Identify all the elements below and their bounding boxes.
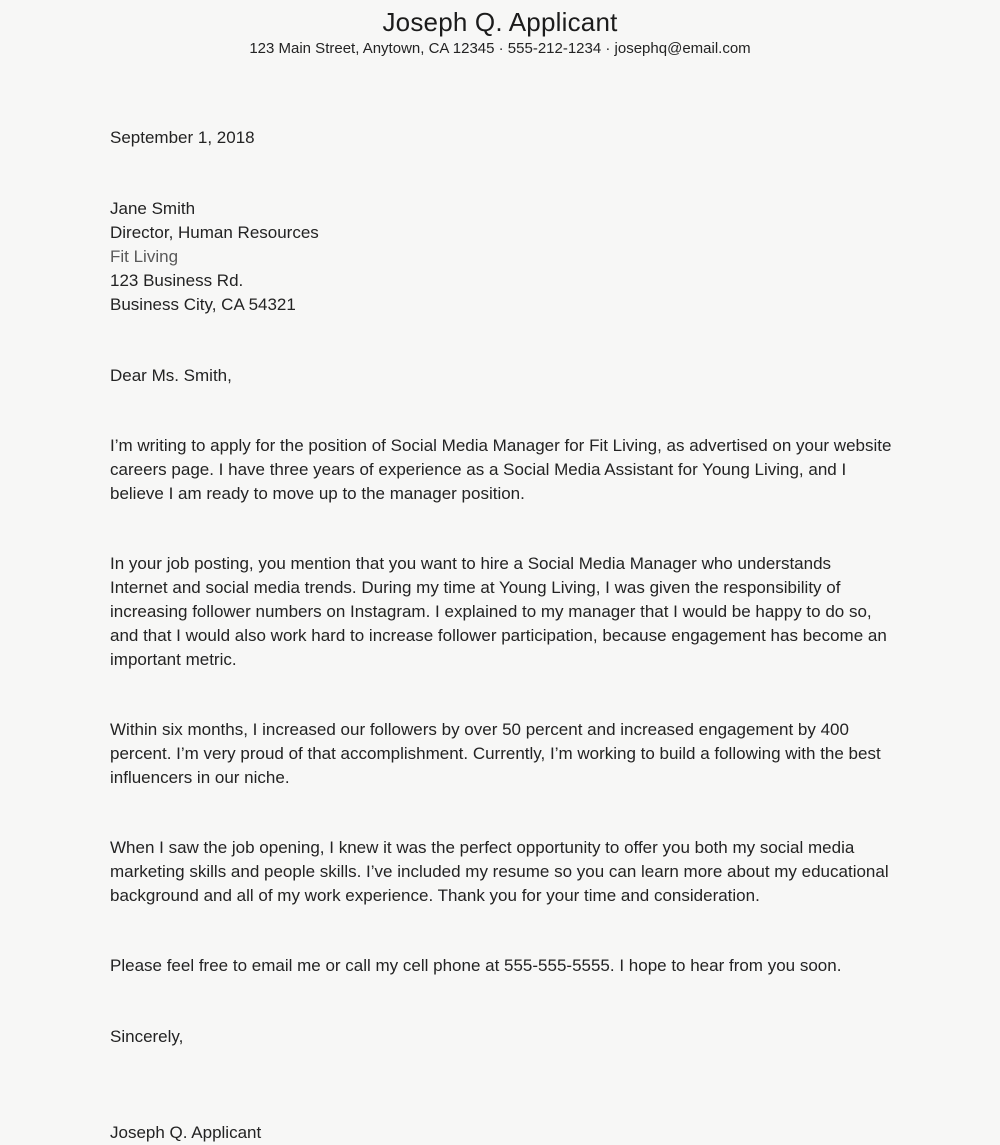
letter-date: September 1, 2018 xyxy=(110,128,255,147)
applicant-contact-line: 123 Main Street, Anytown, CA 12345 · 555-212-1234 · josephq@email.com xyxy=(249,40,751,57)
body-paragraph-3: Within six months, I increased our followers by over 50 percent and increased engagement by 400 percent. I’m very proud of that accomplishment. Currently, I’m working to build a following with the best influencers in our niche. xyxy=(110,720,881,787)
salutation: Dear Ms. Smith, xyxy=(110,366,232,385)
recipient-address-line2: Business City, CA 54321 xyxy=(110,295,296,314)
body-paragraph-5: Please feel free to email me or call my cell phone at 555-555-5555. I hope to hear from you soon. xyxy=(110,956,842,975)
recipient-company: Fit Living xyxy=(110,247,179,266)
recipient-title: Director, Human Resources xyxy=(110,223,319,242)
closing: Sincerely, xyxy=(110,1027,184,1046)
body-paragraph-4: When I saw the job opening, I knew it was the perfect opportunity to offer you both my social media marketing skills and people skills. I’ve included my resume so you can learn more about my educational background and all of my work experience. Thank you for your time and consideration. xyxy=(110,838,889,905)
letter-header xyxy=(0,0,1000,60)
letter-body xyxy=(110,126,892,1145)
applicant-name-heading: Joseph Q. Applicant xyxy=(382,7,618,37)
signature-name: Joseph Q. Applicant xyxy=(110,1123,262,1142)
recipient-name: Jane Smith xyxy=(110,199,196,218)
body-paragraph-2: In your job posting, you mention that you want to hire a Social Media Manager who understands Internet and social media trends. During my time at Young Living, I was given the responsibility of increasing follower numbers on Instagram. I explained to my manager that I would be happy to do so, and that I would also work hard to increase follower participation, because engagement has become an important metric. xyxy=(110,554,887,669)
recipient-address-line1: 123 Business Rd. xyxy=(110,271,244,290)
body-paragraph-1: I’m writing to apply for the position of Social Media Manager for Fit Living, as advertised on your website careers page. I have three years of experience as a Social Media Assistant for Young Living, and I believe I am ready to move up to the manager position. xyxy=(110,436,892,503)
recipient-block xyxy=(110,197,892,317)
